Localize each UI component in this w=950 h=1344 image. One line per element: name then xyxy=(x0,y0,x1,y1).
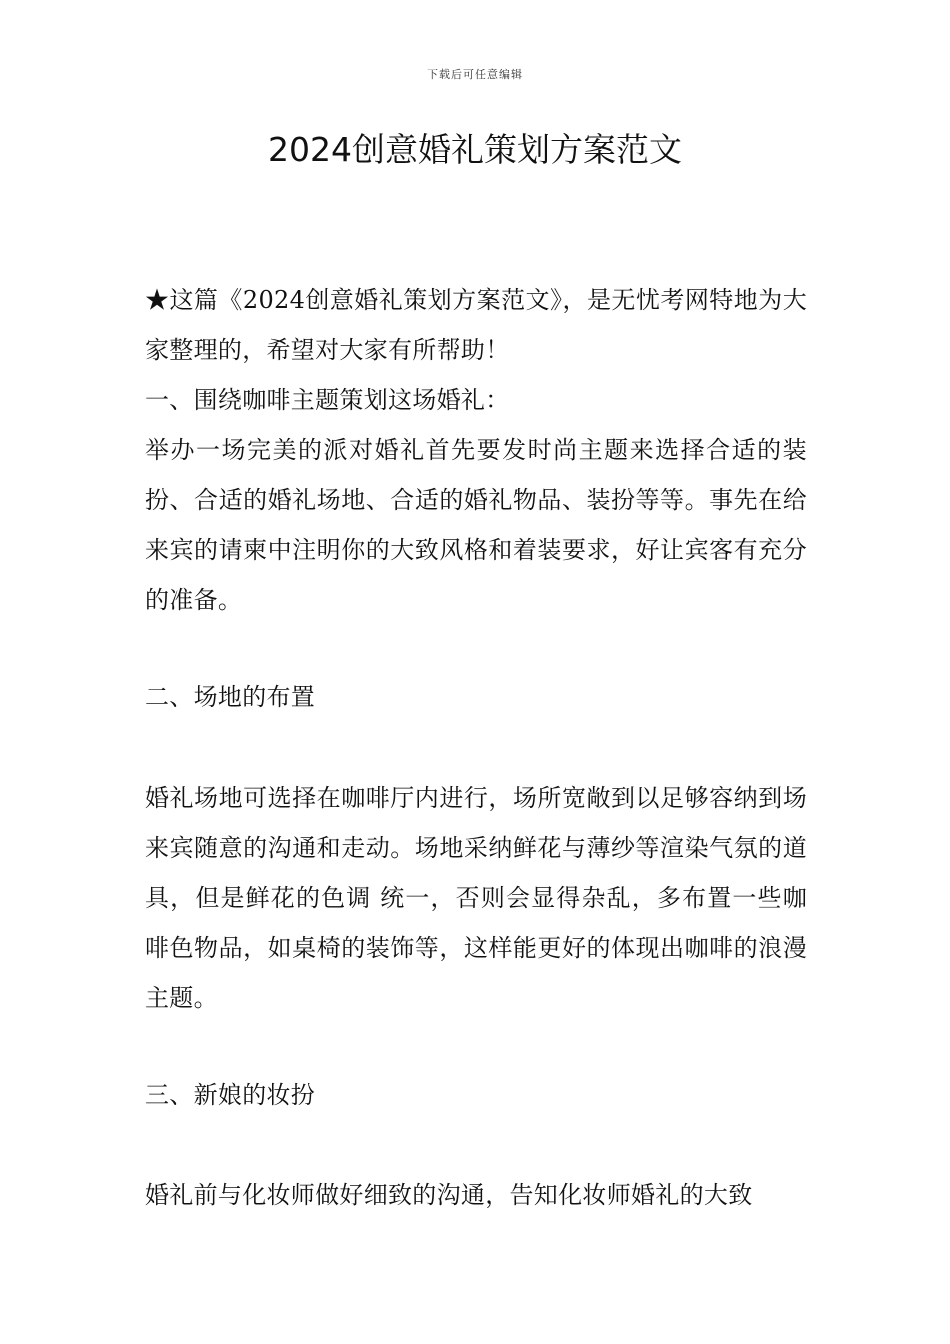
section-heading-2: 二、场地的布置 xyxy=(145,683,316,711)
section-heading-3: 三、新娘的妆扮 xyxy=(145,1081,316,1109)
section-heading-1: 一、围绕咖啡主题策划这场婚礼： xyxy=(145,386,510,414)
section-body-3: 婚礼前与化妆师做好细致的沟通，告知化妆师婚礼的大致 xyxy=(145,1181,753,1209)
intro-paragraph: ★这篇《2024创意婚礼策划方案范文》，是无忧考网特地为大家整理的，希望对大家有所帮助！ xyxy=(145,286,807,364)
document-title: 2024创意婚礼策划方案范文 xyxy=(268,130,682,169)
header-note: 下载后可任意编辑 xyxy=(427,68,523,81)
section-body-2: 婚礼场地可选择在咖啡厅内进行，场所宽敞到以足够容纳到场来宾随意的沟通和走动。场地采纳鲜花与薄纱等渲染气氛的道具，但是鲜花的色调 统一，否则会显得杂乱，多布置一些咖啡色物品，如桌椅的装饰等，这样能更好的体现出咖啡的浪漫主题。 xyxy=(145,784,807,1012)
section-body-1: 举办一场完美的派对婚礼首先要发时尚主题来选择合适的装扮、合适的婚礼场地、合适的婚礼物品、装扮等等。事先在给来宾的请柬中注明你的大致风格和着装要求，好让宾客有充分的准备。 xyxy=(145,436,807,614)
